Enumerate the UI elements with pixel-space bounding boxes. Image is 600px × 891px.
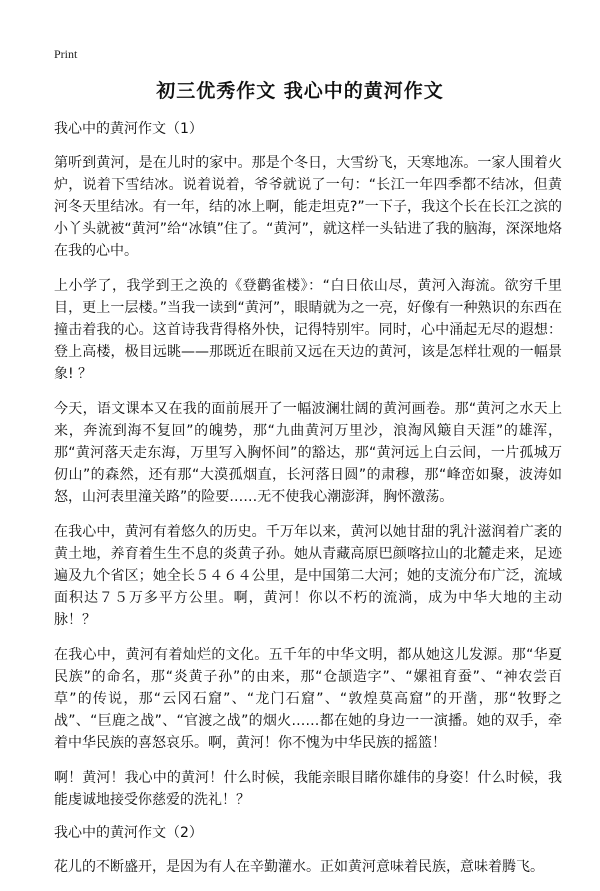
section-subtitle: 我心中的黄河作文（1） xyxy=(54,121,203,137)
section-subtitle: 我心中的黄河作文（2） xyxy=(54,825,203,841)
paragraph: 上小学了，我学到王之涣的《登鹳雀楼》：“白日依山尽，黄河入海流。欲穷千里目，更上一层楼。”当我一读到“黄河”，眼睛就为之一亮，好像有一种熟识的东西在撞击着我的心。这首诗我背得格外快，记得特别牢。同时，心中涌起无尽的遐想：登上高楼，极目远眺——那既近在眼前又远在天边的黄河，该是怎样壮观的一幅景象! ？ xyxy=(54,278,562,382)
paragraph: 在我心中，黄河有着悠久的历史。千万年以来，黄河以她甘甜的乳汁滋润着广袤的黄土地，养育着生生不息的炎黄子孙。她从青藏高原巴颜喀拉山的北麓走来，足迹遍及九个省区；她全长５４６４公里，是中国第二大河；她的支流分布广泛，流域面积达７５万多平方公里。啊，黄河！你以不朽的流淌，成为中华大地的主动脉！？ xyxy=(54,524,562,628)
paragraph: 今天，语文课本又在我的面前展开了一幅波澜壮阔的黄河画卷。那“黄河之水天上来，奔流到海不复回”的魄势，那“九曲黄河万里沙，浪淘风簸自天涯”的雄浑，那“黄河落天走东海，万里写入胸怀间”的豁达，那“黄河远上白云间，一片孤城万仞山”的森然，还有那“大漠孤烟直，长河落日圆”的肃穆，那“峰峦如聚，波涛如怒，山河表里潼关路”的险要……无不使我心潮澎湃，胸怀激荡。 xyxy=(54,401,562,505)
paragraph: 第听到黄河，是在儿时的家中。那是个冬日，大雪纷飞，天寒地冻。一家人围着火炉，说着下雪结冰。说着说着，爷爷就说了一句：“长江一年四季都不结冰，但黄河冬天里结冰。有一年，结的冰上啊，能走坦克?”一下子，我这个长在长江之滨的小丫头就被“黄河”给“冰镇”住了。“黄河”，就这样一头钻进了我的脑海，深深地烙在我的心中。 xyxy=(54,155,562,259)
essay-section-1 xyxy=(54,120,562,811)
paragraph: 花儿的不断盛开，是因为有人在辛勤灌水。正如黄河意味着民族，意味着腾飞。 xyxy=(54,859,544,875)
paragraph: 啊！黄河！我心中的黄河！什么时候，我能亲眼目睹你雄伟的身姿！什么时候，我能虔诚地接受你慈爱的洗礼！？ xyxy=(54,770,562,808)
paragraph: 在我心中，黄河有着灿烂的文化。五千年的中华文明，都从她这儿发源。那“华夏民族”的命名，那“炎黄子孙”的由来，那“仓颉造字”、“嫘祖育蚕”、“神农尝百草”的传说，那“云冈石窟”、“龙门石窟”、“敦煌莫高窟”的开凿，那“牧野之战”、“巨鹿之战”、“官渡之战”的烟火……都在她的身边一一演播。她的双手，牵着中华民族的喜怒哀乐。啊，黄河！你不愧为中华民族的摇篮！ xyxy=(54,647,562,751)
essay-section-2 xyxy=(54,824,562,878)
print-link[interactable]: Print xyxy=(54,47,78,61)
article-body xyxy=(54,120,562,891)
article-title: 初三优秀作文 我心中的黄河作文 xyxy=(156,80,444,102)
